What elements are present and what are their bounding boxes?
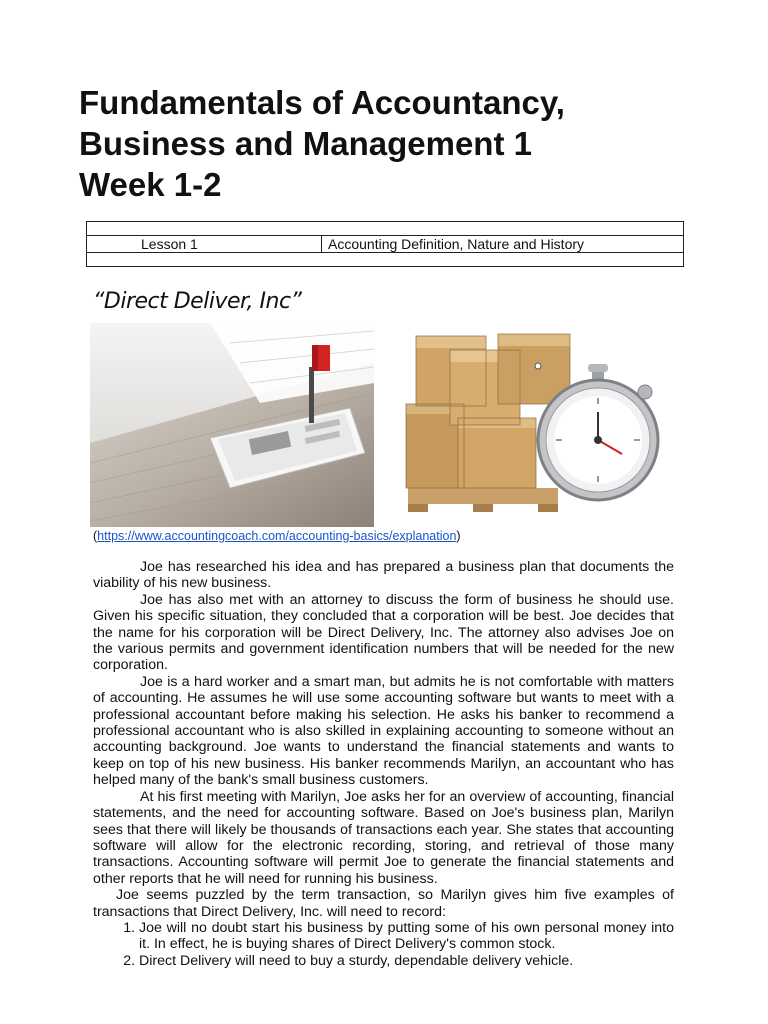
list-item: 2. Direct Delivery will need to buy a sturdy, dependable delivery vehicle. [139, 953, 674, 969]
title-line-3: Week 1-2 [79, 166, 222, 203]
lesson-label: Lesson 1 [87, 236, 322, 253]
story-body [93, 559, 674, 969]
title-line-2: Business and Management 1 [79, 125, 532, 162]
story-title: “Direct Deliver, Inc” [93, 289, 302, 314]
list-item: 1. Joe will no doubt start his business by putting some of his own personal money into it. In effect, he is buying shares of Direct Delivery's common stock. [139, 920, 674, 953]
document-title [79, 82, 719, 205]
lesson-topic: Accounting Definition, Nature and History [322, 236, 684, 253]
boxes-stopwatch-photo [398, 328, 678, 514]
source-close-paren: ) [456, 529, 461, 543]
image-source-citation [93, 529, 461, 543]
paragraph-4: At his first meeting with Marilyn, Joe asks her for an overview of accounting, financial statements, and the need for accounting software. Based on Joe's business plan, Marilyn sees that there will likely be thousands of transactions each year. She states that accounting software will allow for the electronic recording, storing, and retrieval of those many transactions. Accounting software will permit Joe to generate the financial statements and other reports that he will need for running his business. [93, 788, 674, 887]
transaction-examples-list [93, 920, 674, 969]
paragraph-2: Joe has also met with an attorney to discuss the form of business he should use. Given his specific situation, they concluded that a corporation will be best. Joe decides that the name for his corporation will be Direct Delivery, Inc. The attorney also advises Joe on the various permits and government identification numbers that will be needed for the new corporation. [93, 591, 674, 674]
source-open-paren: ( [93, 529, 98, 543]
source-link[interactable]: https://www.accountingcoach.com/accounting-basics/explanation [97, 529, 457, 543]
lesson-table-row [87, 236, 684, 253]
paragraph-3: Joe is a hard worker and a smart man, but admits he is not comfortable with matters of accounting. He assumes he will use some accounting software but wants to meet with a professional accountant before making his selection. He asks his banker to recommend a professional accountant who is also skilled in explaining accounting to someone without an accounting background. Joe wants to understand the financial statements and wants to keep on top of his new business. His banker recommends Marilyn, an accountant who has helped many of the bank's small business customers. [93, 673, 674, 789]
mailbox-smartphone-photo [90, 323, 374, 527]
paragraph-1: Joe has researched his idea and has prepared a business plan that documents the viability of his new business. [93, 559, 674, 592]
lesson-table-top-row [87, 222, 684, 236]
title-line-1: Fundamentals of Accountancy, [79, 84, 565, 121]
paragraph-5: Joe seems puzzled by the term transaction, so Marilyn gives him five examples of transactions that Direct Delivery, Inc. will need to record: [93, 887, 674, 920]
lesson-table-bottom-row [87, 253, 684, 267]
lesson-table [86, 221, 684, 267]
